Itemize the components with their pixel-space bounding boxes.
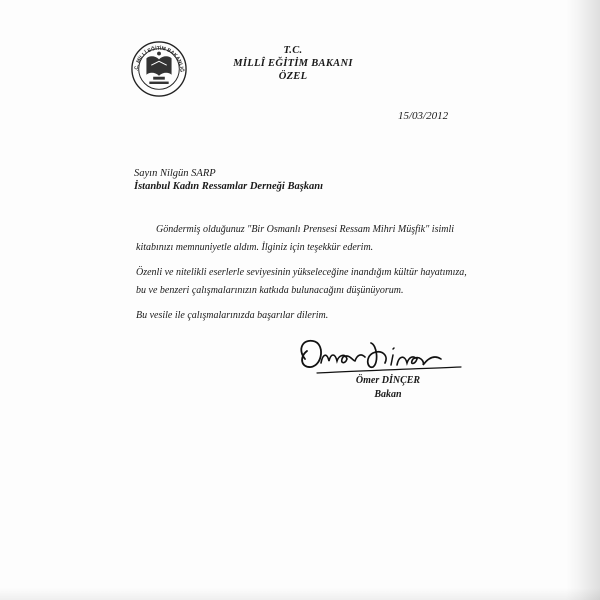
recipient-title: İstanbul Kadın Ressamlar Derneği Başkanı xyxy=(134,181,324,192)
header-line-private: ÖZEL xyxy=(278,71,308,82)
scan-bottom-shadow xyxy=(0,588,600,600)
recipient-block xyxy=(134,167,323,193)
signer-role: Bakan xyxy=(374,389,402,400)
signer-name: Ömer DİNÇER xyxy=(355,375,421,386)
header-line-minister: MİLLÎ EĞİTİM BAKANI xyxy=(233,58,353,69)
recipient-name: Sayın Nilgün SARP xyxy=(134,168,216,179)
header-line-tc: T.C. xyxy=(283,45,303,56)
body-paragraph-1: Göndermiş olduğunuz "Bir Osmanlı Prensesi Ressam Mihri Müşfik" isimli kitabınızı memnuniyetle aldım. İlginiz için teşekkür ederim. xyxy=(136,224,455,253)
scan-edge-shadow xyxy=(566,0,600,600)
signer-block xyxy=(353,374,423,402)
letter-date: 15/03/2012 xyxy=(398,110,449,122)
body-paragraph-2: Özenli ve nitelikli eserlerle seviyesinin yükseleceğine inandığım kültür hayatımıza, bu ve benzeri çalışmalarınızın katkıda bulunacağını düşünüyorum. xyxy=(136,267,467,296)
ministry-header xyxy=(218,44,368,83)
ministry-emblem-icon xyxy=(130,40,188,98)
letter-body xyxy=(136,221,476,332)
body-paragraph-3: Bu vesile ile çalışmalarınızda başarılar dilerim. xyxy=(136,310,329,321)
emblem-ring-text: .C. MİLLÎ EĞİTİM BAKANLIĞ xyxy=(133,45,185,73)
